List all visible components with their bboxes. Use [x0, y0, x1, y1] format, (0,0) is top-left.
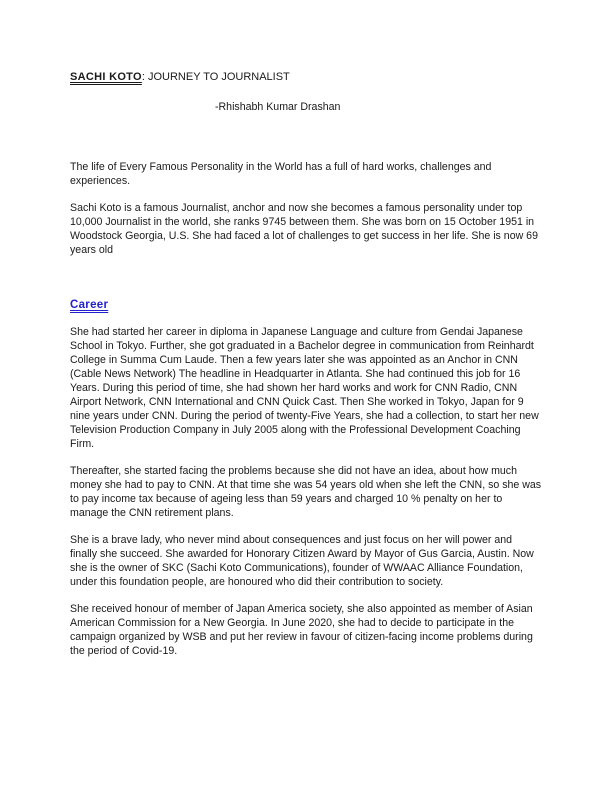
career-paragraph-4: She received honour of member of Japan America society, she also appointed as member of Asian American Commission for a New Georgia. In June 2020, she had to decide to participate in the campaign organized by WSB and put her review in favour of citizen-facing income problems during the period of Covid-19.: [70, 603, 533, 657]
section-heading-career: Career: [70, 299, 109, 311]
career-paragraph-1: She had started her career in diploma in Japanese Language and culture from Gendai Japanese School in Tokyo. Further, she got graduated in a Bachelor degree in communication from Reinhardt College in Summa Cum Laude. Then a few years later she was appointed as an Anchor in CNN (Cable News Network) The headline in Headquarter in Atlanta. She had continued this job for 16 Years. During this period of time, she had shown her hard works and work for CNN Radio, CNN Airport Network, CNN International and CNN Quick Cast. Then She worked in Tokyo, Japan for 9 nine years under CNN. During the period of twenty-Five Years, she had a collection, to start her new Television Production Company in July 2005 along with the Professional Development Coaching Firm.: [70, 326, 539, 450]
career-paragraph-2: Thereafter, she started facing the problems because she did not have an idea, about how much money she had to pay to CNN. At that time she was 54 years old when she left the CNN, so she was to pay income tax because of ageing less than 59 years and charged 10 % penalty on her to manage the CNN retirement plans.: [70, 465, 542, 519]
document-title-subtitle: : JOURNEY TO JOURNALIST: [141, 71, 290, 83]
section-heading-row: [70, 270, 542, 325]
author-byline: -Rhishabh Kumar Drashan: [215, 101, 341, 113]
document-title: [70, 70, 542, 84]
intro-paragraph-2: Sachi Koto is a famous Journalist, anchor and now she becomes a famous personality under top 10,000 Journalist in the world, she ranks 9745 between them. She was born on 15 October 1951 in Woodstock Georgia, U.S. She had faced a lot of challenges to get success in her life. She is now 69 years old: [70, 202, 538, 256]
document-title-name: SACHI KOTO: [70, 71, 142, 83]
intro-paragraph-1: The life of Every Famous Personality in the World has a full of hard works, challenges and experiences.: [70, 161, 492, 187]
career-paragraph-3: She is a brave lady, who never mind about consequences and just focus on her will power and finally she succeed. She awarded for Honorary Citizen Award by Mayor of Gus Garcia, Austin. Now she is the owner of SKC (Sachi Koto Communications), founder of WWAAC Alliance Foundation, under this foundation people, are honoured who did their contribution to society.: [70, 534, 534, 588]
